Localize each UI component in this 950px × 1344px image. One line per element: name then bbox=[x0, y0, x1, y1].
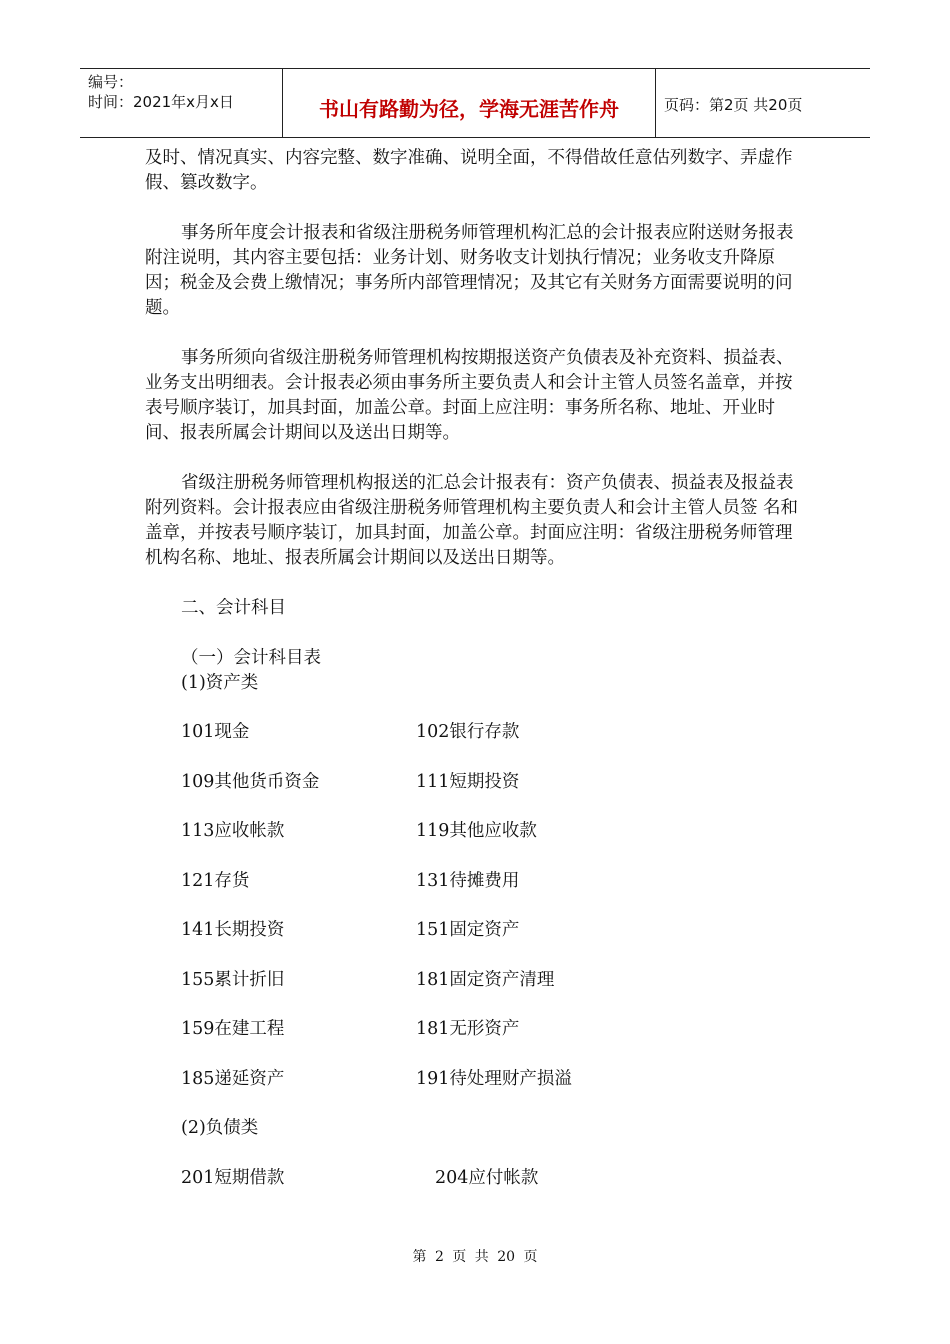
account-code-name: 181无形资产 bbox=[416, 1019, 520, 1039]
document-number-label: 编号： bbox=[88, 73, 134, 91]
account-row bbox=[145, 1017, 805, 1042]
account-code-name: 155累计折旧 bbox=[181, 969, 285, 990]
account-row bbox=[145, 1067, 805, 1092]
account-code-name: 191待处理财产损溢 bbox=[416, 1068, 572, 1089]
header-motto-cell bbox=[282, 69, 656, 137]
paragraph-4: 省级注册税务师管理机构报送的汇总会计报表有：资产负债表、损益表及报益表附列资料。会计报表应由省级注册税务师管理机构主要负责人和会计主管人员签 名和盖章，并按表号顺序装订，加具封面，加盖公章。封面应注明：省级注册税务师管理机构名称、地址、报表所属会计期间以及送出日期等。 bbox=[145, 473, 799, 568]
paragraph-1: 及时、情况真实、内容完整、数字准确、说明全面，不得借故任意估列数字、弄虚作假、篡改数字。 bbox=[145, 148, 793, 193]
account-code-name: 141长期投资 bbox=[181, 920, 285, 940]
header-meta bbox=[80, 69, 282, 137]
account-code-name: 185递延资产 bbox=[181, 1068, 285, 1089]
account-code-name: 109其他货币资金 bbox=[181, 771, 320, 792]
account-row bbox=[145, 819, 805, 844]
account-row bbox=[145, 968, 805, 993]
account-code-name: 119其他应收款 bbox=[416, 821, 537, 841]
account-code-name: 101现金 bbox=[181, 722, 250, 742]
account-row bbox=[145, 918, 805, 943]
account-code-name: 121存货 bbox=[181, 870, 250, 891]
account-code-name: 131待摊费用 bbox=[416, 870, 520, 891]
page-header bbox=[80, 68, 870, 138]
asset-category-heading: (1)资产类 bbox=[181, 672, 259, 693]
document-body bbox=[145, 146, 805, 1215]
account-code-name: 181固定资产清理 bbox=[416, 969, 555, 990]
account-code-name: 113应收帐款 bbox=[181, 821, 285, 841]
paragraph-2: 事务所年度会计报表和省级注册税务师管理机构汇总的会计报表应附送财务报表附注说明，其内容主要包括：业务计划、财务收支计划执行情况；业务收支升降原因；税金及会费上缴情况；事务所内部管理情况；及其它有关财务方面需要说明的问题。 bbox=[145, 223, 794, 318]
account-row bbox=[145, 720, 805, 745]
account-code-name: 201短期借款 bbox=[181, 1167, 285, 1188]
account-code-name: 151固定资产 bbox=[416, 920, 520, 940]
liability-category-heading: (2)负债类 bbox=[181, 1118, 259, 1138]
account-code-name: 111短期投资 bbox=[416, 771, 520, 792]
account-row bbox=[145, 770, 805, 795]
account-row bbox=[145, 1166, 805, 1191]
paragraph-3: 事务所须向省级注册税务师管理机构按期报送资产负债表及补充资料、损益表、业务支出明细表。会计报表必须由事务所主要负责人和会计主管人员签名盖章，并按表号顺序装订，加具封面，加盖公章。封面上应注明：事务所名称、地址、开业时间、报表所属会计期间以及送出日期等。 bbox=[145, 348, 794, 443]
subsection-title: （一）会计科目表 bbox=[181, 647, 321, 668]
account-row bbox=[145, 869, 805, 894]
account-code-name: 204应付帐款 bbox=[435, 1167, 539, 1188]
header-motto: 书山有路勤为径，学海无涯苦作舟 bbox=[319, 97, 619, 121]
header-page-cell bbox=[656, 69, 870, 137]
account-code-name: 159在建工程 bbox=[181, 1019, 285, 1039]
page-footer: 第 2 页 共 20 页 bbox=[412, 1249, 538, 1265]
section-title: 二、会计科目 bbox=[181, 598, 286, 618]
header-page-info: 页码：第2页 共20页 bbox=[664, 96, 803, 114]
document-time-label: 时间：2021年x月x日 bbox=[88, 93, 234, 111]
account-code-name: 102银行存款 bbox=[416, 722, 520, 742]
